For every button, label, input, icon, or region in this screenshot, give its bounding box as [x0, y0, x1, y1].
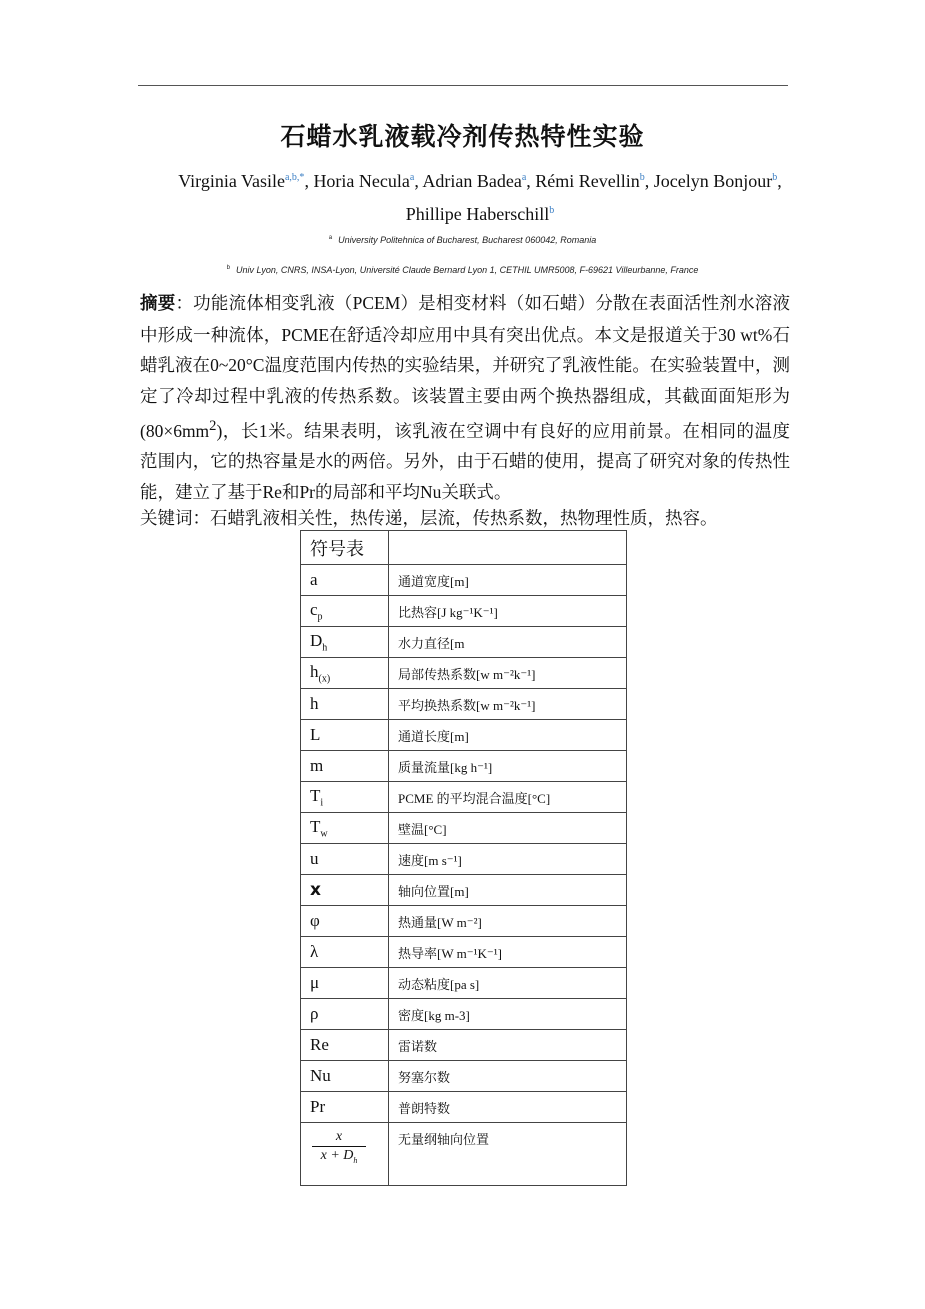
symbol-cell: φ — [301, 906, 389, 937]
fraction: $\frac{x}{x + D_h}$ — [312, 1129, 366, 1165]
author-list: Virginia Vasile$^{a,b,*}$, Horia Necula$^a$, Adrian Badea$^a$, Rémi Revellin$^b$, Jocelyn Bonjour$^b$, Phillipe Haberschill$^b$ — [178, 171, 782, 224]
table-row — [301, 596, 627, 627]
description-cell: 质量流量[kg h⁻¹] — [389, 751, 627, 782]
author-name: Rémi Revellin — [535, 171, 640, 191]
description-cell: 密度[kg m-3] — [389, 999, 627, 1030]
symbol-cell: $D_h$ — [301, 627, 389, 658]
symbol-cell: L — [301, 720, 389, 751]
nomenclature-table — [300, 530, 627, 1186]
affiliation-a: $^a$ University Politehnica of Bucharest, Bucharest 060042, Romania — [328, 235, 597, 245]
description-cell: 普朗特数 — [389, 1092, 627, 1123]
description-cell: 轴向位置[m] — [389, 875, 627, 906]
symbol-cell: $T_w$ — [301, 813, 389, 844]
table-row — [301, 1092, 627, 1123]
table-row — [301, 565, 627, 596]
abstract: 摘要：功能流体相变乳液（PCEM）是相变材料（如石蜡）分散在表面活性剂水溶液中形成一种流体，PCME在舒适冷却应用中具有突出优点。本文是报道关于30 wt%石蜡乳液在0~20°C温度范围内传热的实验结果，并研究了乳液性能。在实验装置中，测定了冷却过程中乳液的传热系数。该装置主要由两个换热器组成，其截面面矩形为$(80\times 6mm^2)$，长1米。结果表明，该乳液在空调中有良好的应用前景。在相同的温度范围内，它的热容量是水的两倍。另外，由于石蜡的使用，提高了研究对象的传热性能，建立了基于Re和Pr的局部和平均Nu关联式。 — [140, 293, 791, 502]
author-affil-mark: a — [521, 172, 527, 183]
description-cell: 动态粘度[pa s] — [389, 968, 627, 999]
description-cell: 比热容[J kg⁻¹K⁻¹] — [389, 596, 627, 627]
author-affil-mark: a,b,* — [284, 172, 305, 183]
symbol-cell: $c_p$ — [301, 596, 389, 627]
table-row — [301, 968, 627, 999]
table-row — [301, 782, 627, 813]
description-cell: 水力直径[m — [389, 627, 627, 658]
table-row — [301, 689, 627, 720]
description-cell: 努塞尔数 — [389, 1061, 627, 1092]
keywords: 关键词：石蜡乳液相关性，热传递，层流，传热系数，热物理性质，热容。 — [140, 508, 718, 528]
affiliation-b: $^b$ Univ Lyon, CNRS, INSA-Lyon, Université Claude Bernard Lyon 1, CETHIL UMR5008, F-69621 Villeurbanne, France — [226, 265, 699, 275]
table-row — [301, 937, 627, 968]
symbol-cell: μ — [301, 968, 389, 999]
abstract-body: 功能流体相变乳液（PCEM）是相变材料（如石蜡）分散在表面活性剂水溶液中形成一种流体，PCME在舒适冷却应用中具有突出优点。本文是报道关于30 wt%石蜡乳液在0~20°C温度范围内传热的实验结果，并研究了乳液性能。在实验装置中，测定了冷却过程中乳液的传热系数。该装置主要由两个换热器组成，其截面面矩形为(80×6mm — [140, 293, 791, 441]
description-cell: 热导率[W m⁻¹K⁻¹] — [389, 937, 627, 968]
description-cell: 无量纲轴向位置 — [389, 1123, 627, 1186]
symbol-cell: λ — [301, 937, 389, 968]
table-row — [301, 813, 627, 844]
table-row — [301, 999, 627, 1030]
author-name: Horia Necula — [313, 171, 410, 191]
author-name: Adrian Badea — [422, 171, 522, 191]
table-row — [301, 844, 627, 875]
author-name: Virginia Vasile — [178, 171, 285, 191]
description-cell: 局部传热系数[w m⁻²k⁻¹] — [389, 658, 627, 689]
symbol-cell: a — [301, 565, 389, 596]
author-affil-mark: b — [639, 172, 645, 183]
table-row — [301, 906, 627, 937]
table-row — [301, 627, 627, 658]
symbol-cell: h — [301, 689, 389, 720]
description-cell: 热通量[W m⁻²] — [389, 906, 627, 937]
table-header: 符号表 — [301, 531, 389, 565]
abstract-label: 摘要 — [140, 294, 176, 314]
symbol-cell: ρ — [301, 999, 389, 1030]
table-row — [301, 1061, 627, 1092]
fraction-bar — [312, 1146, 366, 1147]
author-affil-mark: b — [772, 172, 778, 183]
description-cell: PCME 的平均混合温度[°C] — [389, 782, 627, 813]
author-name: Phillipe Haberschill — [405, 204, 550, 224]
table-row — [301, 1030, 627, 1061]
symbol-cell: u — [301, 844, 389, 875]
description-cell: 平均换热系数[w m⁻²k⁻¹] — [389, 689, 627, 720]
description-cell: 速度[m s⁻¹] — [389, 844, 627, 875]
table-row — [301, 1123, 627, 1186]
paper-title: 石蜡水乳液载冷剂传热特性实验 — [280, 122, 645, 151]
table-header-row — [301, 531, 627, 565]
author-name: Jocelyn Bonjour — [653, 171, 773, 191]
abstract-body-cont: )，长1米。结果表明，该乳液在空调中有良好的应用前景。在相同的温度范围内，它的热容量是水的两倍。另外，由于石蜡的使用，提高了研究对象的传热性能，建立了基于Re和Pr的局部和平均Nu关联式。 — [140, 420, 790, 502]
symbol-cell-fraction — [301, 1123, 389, 1186]
author-affil-mark: b — [549, 205, 555, 216]
author-affil-mark: a — [409, 172, 415, 183]
symbol-cell: Pr — [301, 1092, 389, 1123]
header-rule — [138, 85, 788, 86]
description-cell: 通道宽度[m] — [389, 565, 627, 596]
symbol-cell: x — [301, 875, 389, 906]
symbol-cell: Re — [301, 1030, 389, 1061]
description-cell: 雷诺数 — [389, 1030, 627, 1061]
table-row — [301, 720, 627, 751]
table-row — [301, 875, 627, 906]
table-row — [301, 751, 627, 782]
symbol-cell: Nu — [301, 1061, 389, 1092]
description-cell: 通道长度[m] — [389, 720, 627, 751]
symbol-cell: $T_i$ — [301, 782, 389, 813]
table-row — [301, 658, 627, 689]
symbol-cell: $h_{(x)}$ — [301, 658, 389, 689]
symbol-cell: m — [301, 751, 389, 782]
description-cell: 壁温[°C] — [389, 813, 627, 844]
